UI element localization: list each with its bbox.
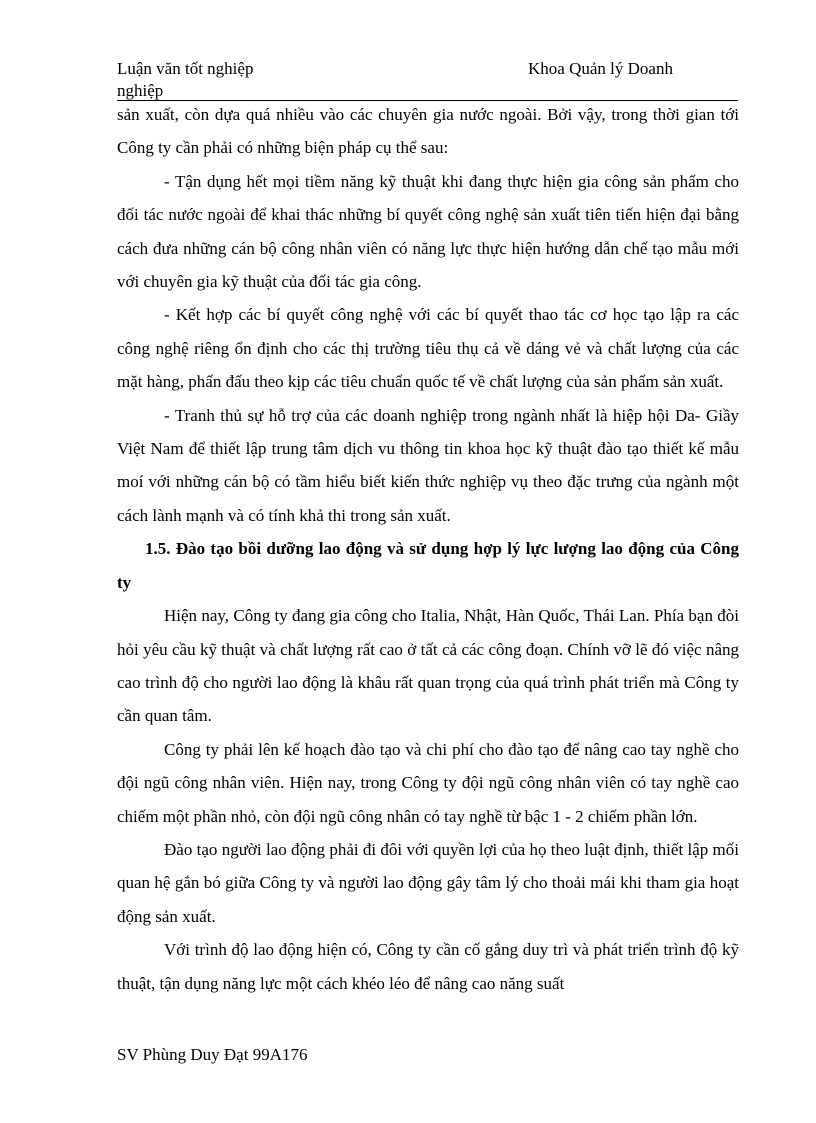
paragraph-bullet-3: - Tranh thủ sự hỗ trợ của các doanh nghiệp trong ngành nhất là hiệp hội Da- Giầy Việt Nam để thiết lập trung tâm dịch vu thông tin khoa học kỹ thuật đào tạo thiết kế mẫu moí với những cán bộ có tầm hiểu biết kiến thức nghiệp vụ theo đặc trưng của ngành một cách lành mạnh và có tính khả thi trong sản xuất. — [117, 405, 739, 525]
paragraph-4: Với trình độ lao động hiện có, Công ty cần cố gắng duy trì và phát triển trình độ kỹ thuật, tận dụng năng lực một cách khéo léo để nâng cao năng suất — [117, 940, 739, 993]
paragraph-continuation: sản xuất, còn dựa quá nhiều vào các chuyên gia nước ngoài. Bởi vậy, trong thời gian tới Công ty cần phải có những biện pháp cụ thể sau: — [117, 105, 739, 158]
paragraph-2: Công ty phải lên kế hoạch đào tạo và chi phí cho đào tạo để nâng cao tay nghề cho đội ngũ công nhân viên. Hiện nay, trong Công ty đội ngũ công nhân viên có tay nghề cao chiếm một phần nhỏ, còn đội ngũ công nhân có tay nghề từ bậc 1 - 2 chiếm phần lớn. — [117, 739, 739, 826]
header-thesis-label-wrap: nghiệp — [117, 81, 164, 100]
header-left — [117, 58, 417, 102]
document-body — [117, 98, 739, 1000]
paragraph-bullet-2: - Kết hợp các bí quyết công nghệ với các bí quyết thao tác cơ học tạo lập ra các công nghệ riêng ổn định cho các thị trường tiêu thụ cả về dáng vẻ và chất lượng của các mặt hàng, phấn đấu theo kịp các tiêu chuẩn quốc tế về chất lượng của sản phẩm sản xuất. — [117, 305, 739, 392]
footer-author: SV Phùng Duy Đạt 99A176 — [117, 1045, 308, 1064]
section-heading-1-5: 1.5. Đào tạo bồi dưỡng lao động và sử dụng hợp lý lực lượng lao động của Công ty — [117, 539, 739, 592]
paragraph-bullet-1: - Tận dụng hết mọi tiềm năng kỹ thuật khi đang thực hiện gia công sản phẩm cho đối tác nước ngoài để khai thác những bí quyết công nghệ sản xuất tiên tiến hiện đại bằng cách đưa những cán bộ công nhân viên có năng lực thực hiện hướng dẫn chế tạo mẫu mới với chuyên gia kỹ thuật của đối tác gia công. — [117, 171, 739, 292]
header-thesis-label: Luận văn tốt nghiệp — [117, 59, 254, 78]
paragraph-3: Đào tạo người lao động phải đi đôi với quyền lợi của họ theo luật định, thiết lập mối quan hệ gắn bó giữa Công ty và người lao động gây tâm lý cho thoải mái khi tham gia hoạt động sản xuất. — [117, 839, 739, 926]
paragraph-1: Hiện nay, Công ty đang gia công cho Italia, Nhật, Hàn Quốc, Thái Lan. Phía bạn đòi hỏi yêu cầu kỹ thuật và chất lượng rất cao ở tất cả các công đoạn. Chính vỡ lẽ đó việc nâng cao trình độ cho người lao động là khâu rất quan trọng của quá trình phát triển mà Công ty cần quan tâm. — [117, 606, 739, 726]
header-faculty-label: Khoa Quản lý Doanh — [528, 59, 673, 78]
